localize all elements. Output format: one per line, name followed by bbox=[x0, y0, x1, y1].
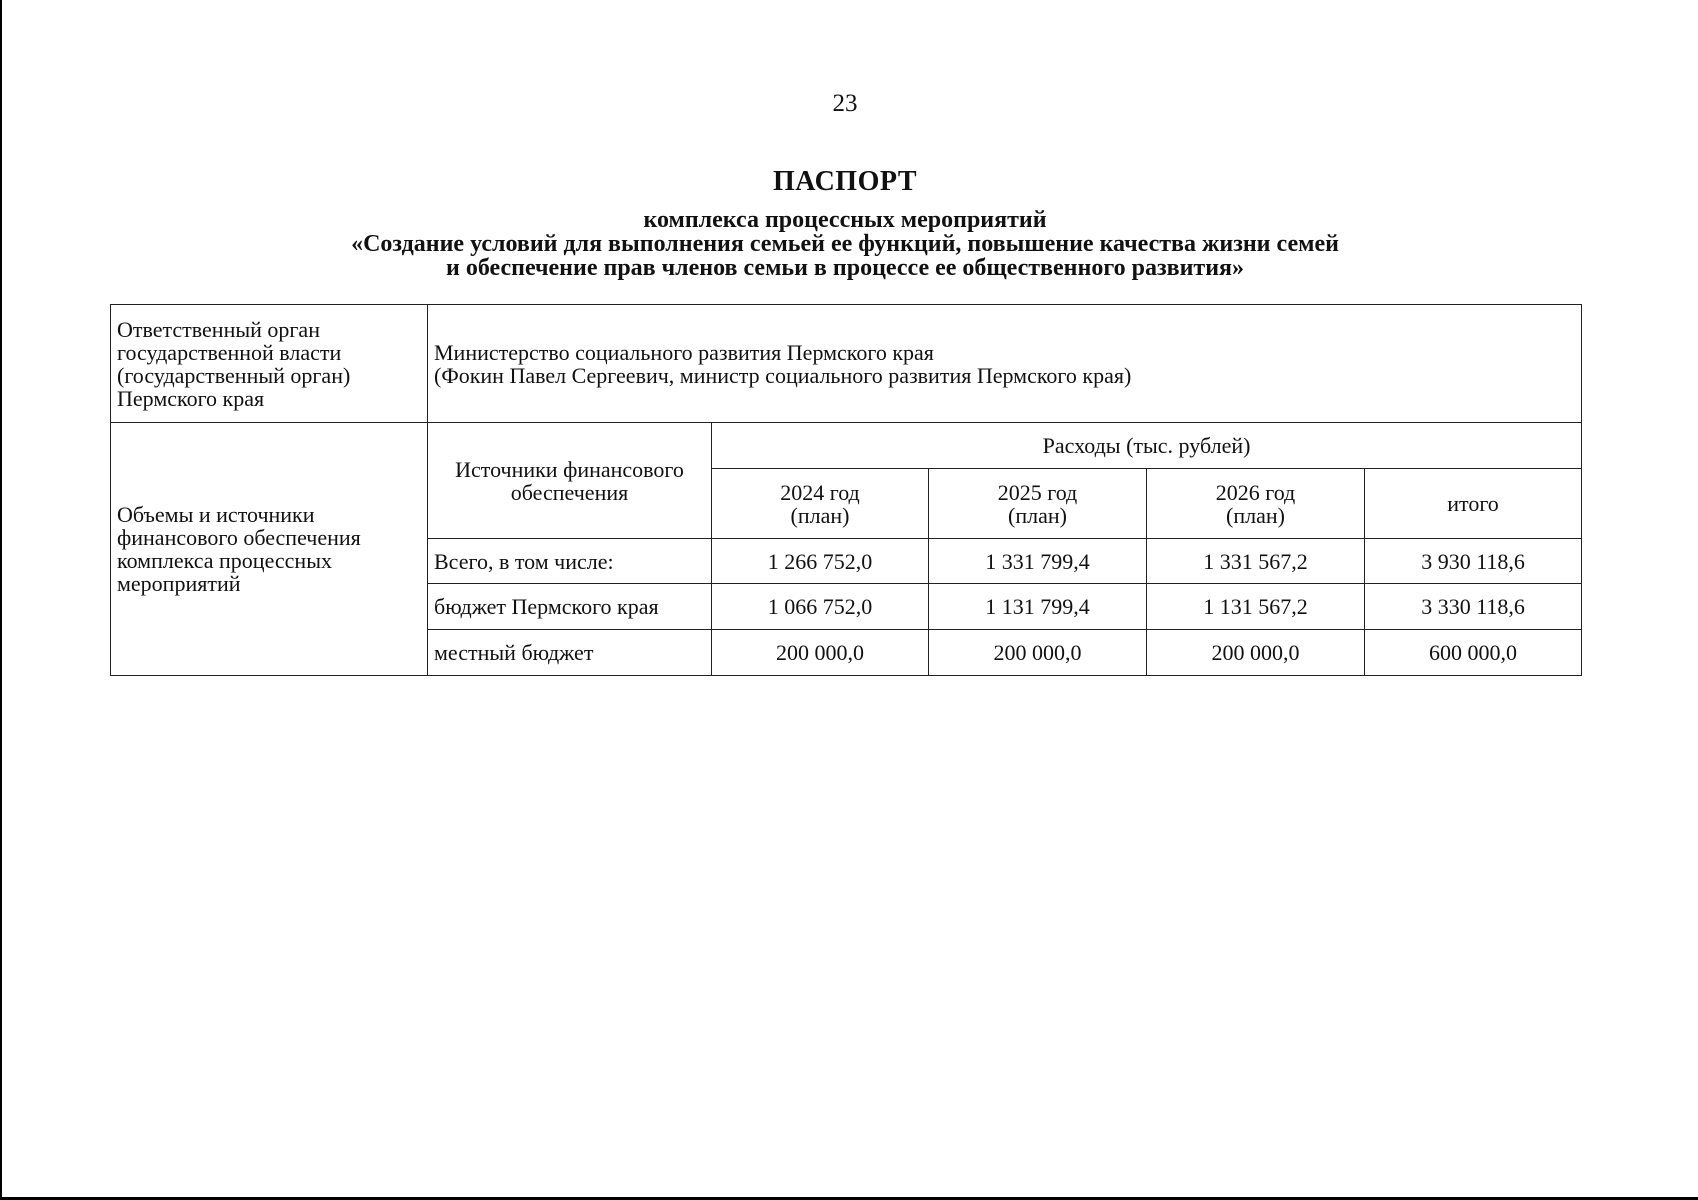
label-line: Объемы и источники bbox=[117, 502, 315, 527]
label-line: Ответственный орган bbox=[117, 316, 320, 342]
document-title: ПАСПОРТ bbox=[772, 166, 917, 197]
responsible-authority-value bbox=[428, 305, 1582, 423]
value-line: Министерство социального развития Пермского края bbox=[434, 339, 934, 365]
row-label-total: Всего, в том числе: bbox=[428, 539, 712, 584]
label-line: финансового обеспечения bbox=[117, 525, 361, 550]
label-line: мероприятий bbox=[117, 571, 241, 596]
document-subtitle bbox=[0, 208, 1690, 280]
expenses-header: Расходы (тыс. рублей) bbox=[712, 423, 1582, 469]
plan-label: (план) bbox=[1008, 502, 1067, 528]
value-cell: 600 000,0 bbox=[1365, 630, 1582, 676]
passport-table bbox=[110, 304, 1582, 676]
row-label-local-budget: местный бюджет bbox=[428, 630, 712, 676]
table-row bbox=[111, 423, 1582, 469]
label-line: комплекса процессных bbox=[117, 548, 332, 573]
page-number: 23 bbox=[832, 90, 858, 117]
value-cell: 1 331 799,4 bbox=[929, 539, 1147, 584]
year-label: 2026 год bbox=[1215, 479, 1296, 505]
value-cell: 200 000,0 bbox=[929, 630, 1147, 676]
value-cell: 3 330 118,6 bbox=[1365, 584, 1582, 630]
header-line: обеспечения bbox=[510, 479, 629, 505]
year-label: 2024 год bbox=[780, 479, 860, 505]
value-cell: 1 066 752,0 bbox=[712, 584, 929, 630]
value-cell: 200 000,0 bbox=[712, 630, 929, 676]
subtitle-line: и обеспечение прав членов семьи в процессе ее общественного развития» bbox=[446, 255, 1244, 281]
year-header-2024 bbox=[712, 469, 929, 539]
plan-label: (план) bbox=[1226, 502, 1285, 528]
label-line: (государственный орган) bbox=[117, 362, 351, 388]
label-line: государственной власти bbox=[117, 339, 342, 365]
label-line: Пермского края bbox=[117, 385, 265, 411]
subtitle-line: комплекса процессных мероприятий bbox=[643, 207, 1047, 233]
plan-label: (план) bbox=[790, 502, 850, 528]
value-cell: 3 930 118,6 bbox=[1365, 539, 1582, 584]
responsible-authority-label bbox=[111, 305, 428, 423]
value-cell: 1 266 752,0 bbox=[712, 539, 929, 584]
table-row bbox=[111, 305, 1582, 423]
year-label: 2025 год bbox=[997, 479, 1078, 505]
financing-label bbox=[111, 423, 428, 676]
header-line: Источники финансового bbox=[455, 456, 684, 482]
year-header-2026 bbox=[1147, 469, 1365, 539]
year-header-2025 bbox=[929, 469, 1147, 539]
value-cell: 1 331 567,2 bbox=[1147, 539, 1365, 584]
total-header: итого bbox=[1365, 469, 1582, 539]
value-cell: 1 131 799,4 bbox=[929, 584, 1147, 630]
sources-header bbox=[428, 423, 712, 539]
value-cell: 200 000,0 bbox=[1147, 630, 1365, 676]
value-cell: 1 131 567,2 bbox=[1147, 584, 1365, 630]
row-label-regional-budget: бюджет Пермского края bbox=[428, 584, 712, 630]
subtitle-line: «Создание условий для выполнения семьей ее функций, повышение качества жизни семей bbox=[351, 231, 1339, 257]
value-line: (Фокин Павел Сергеевич, министр социального развития Пермского края) bbox=[434, 362, 1132, 388]
